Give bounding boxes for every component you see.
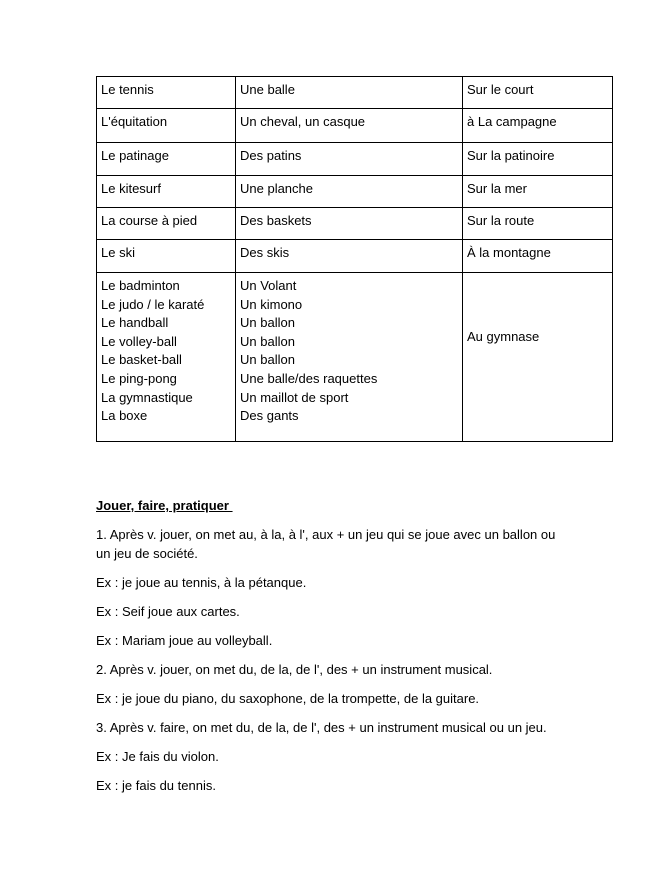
- sport-name: La course à pied: [101, 213, 198, 228]
- grammar-section: [96, 497, 556, 805]
- equipment-name: Un kimono: [240, 296, 303, 312]
- sport-name: Le judo / le karaté: [101, 296, 205, 312]
- sport-cell: [97, 208, 236, 240]
- equipment-cell: [236, 240, 463, 273]
- place-name: Sur la route: [467, 213, 535, 228]
- equipment-name: Un Volant: [240, 278, 297, 293]
- equipment-name: Un cheval, un casque: [240, 114, 366, 129]
- example-paragraph: Ex : Mariam joue au volleyball.: [96, 633, 273, 648]
- equipment-name: Des baskets: [240, 213, 312, 228]
- equipment-cell: [236, 109, 463, 143]
- sport-name: Le handball: [101, 315, 169, 331]
- sport-name: Le basket-ball: [101, 352, 182, 368]
- table-row: [97, 240, 613, 273]
- example-paragraph: Ex : Je fais du violon.: [96, 749, 219, 764]
- equipment-cell: [236, 143, 463, 176]
- sport-name: La gymnastique: [101, 389, 193, 405]
- example-paragraph: Ex : je joue au tennis, à la pétanque.: [96, 575, 307, 590]
- example-paragraph: Ex : Seif joue aux cartes.: [96, 604, 240, 619]
- sport-name: L'équitation: [101, 114, 168, 129]
- sport-name: Le patinage: [101, 148, 169, 163]
- table-row: [97, 143, 613, 176]
- equipment-name: Un ballon: [240, 352, 295, 368]
- place-name: Sur la mer: [467, 181, 527, 196]
- sport-name: Le kitesurf: [101, 181, 161, 196]
- equipment-name: Des patins: [240, 148, 302, 163]
- place-cell: [463, 240, 613, 273]
- equipment-name: Des skis: [240, 245, 290, 260]
- paragraph: 1. Après v. jouer, on met au, à la, à l', aux + un jeu qui se joue avec un ballon ou un jeu de société.: [96, 527, 556, 561]
- equipment-name: Une balle/des raquettes: [240, 370, 378, 386]
- sport-name: La boxe: [101, 408, 148, 424]
- place-cell: [463, 77, 613, 109]
- place-cell: [463, 208, 613, 240]
- sport-name: Le ping-pong: [101, 370, 177, 386]
- place-name: Sur le court: [467, 82, 534, 97]
- place-cell: [463, 109, 613, 143]
- sport-cell: [97, 143, 236, 176]
- sport-name: Le badminton: [101, 278, 180, 293]
- place-name: Sur la patinoire: [467, 148, 555, 163]
- sport-name: Le ski: [101, 245, 135, 260]
- equipment-name: Un ballon: [240, 333, 295, 349]
- sport-name: Le tennis: [101, 82, 154, 97]
- equipment-cell: [236, 208, 463, 240]
- sport-cell: [97, 240, 236, 273]
- sport-cell: [97, 109, 236, 143]
- equipment-name: Un maillot de sport: [240, 389, 349, 405]
- equipment-cell: [236, 273, 463, 442]
- sports-table: [96, 76, 613, 442]
- equipment-cell: [236, 77, 463, 109]
- example-paragraph: Ex : je joue du piano, du saxophone, de la trompette, de la guitare.: [96, 691, 480, 706]
- table-row: [97, 176, 613, 208]
- table-row: [97, 109, 613, 143]
- equipment-name: Une balle: [240, 82, 295, 97]
- place-cell: [463, 176, 613, 208]
- sport-cell: [97, 176, 236, 208]
- sport-name: Le volley-ball: [101, 333, 177, 349]
- table-row: [97, 273, 613, 442]
- sport-cell: [97, 273, 236, 442]
- equipment-cell: [236, 176, 463, 208]
- table-row: [97, 208, 613, 240]
- paragraph: 2. Après v. jouer, on met du, de la, de l', des + un instrument musical.: [96, 662, 493, 677]
- sport-cell: [97, 77, 236, 109]
- table-row: [97, 77, 613, 109]
- paragraph: 3. Après v. faire, on met du, de la, de l', des + un instrument musical ou un jeu.: [96, 720, 547, 735]
- place-cell: [463, 273, 613, 442]
- equipment-name: Des gants: [240, 408, 299, 424]
- section-heading: Jouer, faire, pratiquer: [96, 498, 233, 513]
- equipment-name: Une planche: [240, 181, 313, 196]
- equipment-name: Un ballon: [240, 315, 295, 331]
- place-name: À la montagne: [467, 245, 551, 260]
- example-paragraph: Ex : je fais du tennis.: [96, 778, 216, 793]
- place-name: Au gymnase: [467, 329, 540, 344]
- place-cell: [463, 143, 613, 176]
- place-name: à La campagne: [467, 114, 557, 129]
